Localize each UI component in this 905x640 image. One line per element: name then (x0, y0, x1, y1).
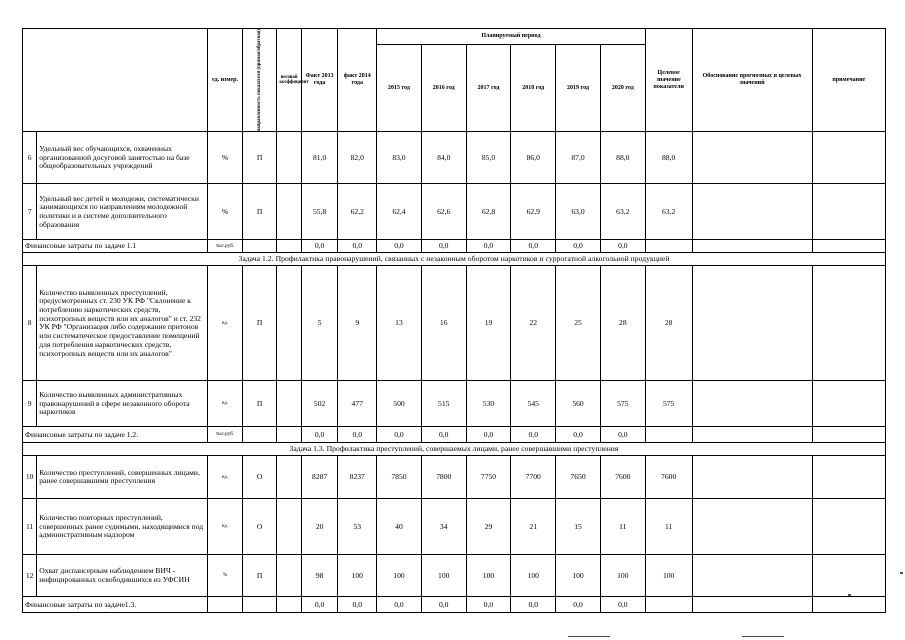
indicator-name: Удельный вес детей и молодежи, систематически занимающихся по направлениям молодежной политики и в системе дополнительного образования (37, 184, 208, 240)
note-cell (812, 499, 885, 555)
scan-speck (900, 572, 903, 574)
unit-cell: % (208, 184, 243, 240)
financial-row (23, 240, 886, 253)
year-value-cell: 0,0 (511, 597, 556, 613)
header-fact-2014: факт 2014 года (338, 29, 377, 132)
indicator-name: Удельный вес обучающихся, охваченных организованной досуговой занятостью на базе общеобразовательных учреждений (37, 132, 208, 184)
year-value-cell: 7700 (511, 456, 556, 499)
row-index: 7 (23, 184, 37, 240)
target-cell: 11 (645, 499, 692, 555)
fact-2014-cell: 0,0 (338, 427, 377, 443)
year-value-cell: 63,0 (556, 184, 601, 240)
empty-cell (645, 597, 692, 613)
weight-cell (277, 266, 301, 381)
fact-2013-cell: 502 (301, 381, 338, 427)
task-heading: Задача 1.2. Профилактика правонарушений, связанных с незаконным оборотом наркотиков и суррогатной алкогольной продукцией (23, 253, 886, 266)
direction-cell: П (242, 381, 277, 427)
table-row (23, 266, 886, 381)
unit-cell: тыс.руб. (208, 427, 243, 443)
empty-cell (692, 240, 812, 253)
fact-2013-cell: 0,0 (301, 240, 338, 253)
year-value-cell: 34 (421, 499, 466, 555)
header-unit: ед. измер. (208, 29, 243, 132)
header-note: примечание (812, 29, 885, 132)
table-row (23, 184, 886, 240)
weight-cell (277, 381, 301, 427)
header-year: 2017 год (466, 45, 511, 132)
year-value-cell: 530 (466, 381, 511, 427)
empty-cell (242, 597, 277, 613)
empty-cell (645, 427, 692, 443)
year-value-cell: 83,0 (377, 132, 422, 184)
year-value-cell: 545 (511, 381, 556, 427)
year-value-cell: 100 (600, 555, 645, 597)
weight-cell (277, 184, 301, 240)
row-index: 8 (23, 266, 37, 381)
header-blank (23, 29, 208, 132)
target-cell: 63,2 (645, 184, 692, 240)
note-cell (812, 381, 885, 427)
year-value-cell: 13 (377, 266, 422, 381)
financial-label: Финансовые затраты по задаче 1.2. (23, 427, 208, 443)
year-value-cell: 500 (377, 381, 422, 427)
financial-label: Финансовые затраты по задаче1.3. (23, 597, 208, 613)
table-row (23, 381, 886, 427)
header-year: 2019 год (556, 45, 601, 132)
year-value-cell: 21 (511, 499, 556, 555)
fact-2013-cell: 55,8 (301, 184, 338, 240)
fact-2014-cell: 53 (338, 499, 377, 555)
year-value-cell: 0,0 (511, 240, 556, 253)
empty-cell (692, 427, 812, 443)
empty-cell (812, 597, 885, 613)
direction-cell: П (242, 184, 277, 240)
target-cell: 28 (645, 266, 692, 381)
direction-cell: П (242, 132, 277, 184)
year-value-cell: 0,0 (421, 240, 466, 253)
year-value-cell: 29 (466, 499, 511, 555)
task-heading-row (23, 253, 886, 266)
empty-cell (277, 597, 301, 613)
weight-cell (277, 132, 301, 184)
year-value-cell: 85,0 (466, 132, 511, 184)
year-value-cell: 0,0 (466, 240, 511, 253)
fact-2014-cell: 82,0 (338, 132, 377, 184)
year-value-cell: 0,0 (377, 240, 422, 253)
header-year: 2020 год (600, 45, 645, 132)
header-rationale: Обоснование прогнозных и целевых значений (692, 29, 812, 132)
year-value-cell: 19 (466, 266, 511, 381)
rationale-cell (692, 456, 812, 499)
table-row (23, 132, 886, 184)
header-direction: направленность показателя (прямая/обратная) (242, 29, 277, 132)
fact-2013-cell: 98 (301, 555, 338, 597)
financial-label: Финансовые затраты по задаче 1.1 (23, 240, 208, 253)
row-index: 10 (23, 456, 37, 499)
year-value-cell: 0,0 (600, 240, 645, 253)
year-value-cell: 0,0 (466, 427, 511, 443)
indicator-name: Количество повторных преступлений, совершенных ранее судимыми, находящимися под административным надзором (37, 499, 208, 555)
weight-cell (277, 499, 301, 555)
year-value-cell: 63,2 (600, 184, 645, 240)
indicator-name: Количество выявленных административных правонарушений в сфере незаконного оборота наркотиков (37, 381, 208, 427)
scan-mark (568, 636, 610, 637)
unit-cell: ед. (208, 266, 243, 381)
year-value-cell: 15 (556, 499, 601, 555)
target-cell: 100 (645, 555, 692, 597)
rationale-cell (692, 555, 812, 597)
year-value-cell: 0,0 (600, 427, 645, 443)
year-value-cell: 86,0 (511, 132, 556, 184)
year-value-cell: 7650 (556, 456, 601, 499)
year-value-cell: 62,9 (511, 184, 556, 240)
empty-cell (277, 240, 301, 253)
year-value-cell: 100 (556, 555, 601, 597)
direction-cell: П (242, 555, 277, 597)
scan-mark (742, 636, 784, 637)
fact-2014-cell: 477 (338, 381, 377, 427)
target-cell: 88,0 (645, 132, 692, 184)
unit-cell (208, 597, 243, 613)
table-row (23, 499, 886, 555)
weight-cell (277, 456, 301, 499)
header-weight: весовой коэффициент (277, 29, 301, 132)
header-planned-period: Планируемый период (377, 29, 646, 45)
rationale-cell (692, 499, 812, 555)
year-value-cell: 7800 (421, 456, 466, 499)
fact-2013-cell: 0,0 (301, 597, 338, 613)
row-index: 9 (23, 381, 37, 427)
header-year: 2015 год (377, 45, 422, 132)
unit-cell: ед. (208, 456, 243, 499)
year-value-cell: 0,0 (511, 427, 556, 443)
header-year: 2018 год (511, 45, 556, 132)
empty-cell (645, 240, 692, 253)
fact-2014-cell: 9 (338, 266, 377, 381)
row-index: 6 (23, 132, 37, 184)
note-cell (812, 456, 885, 499)
year-value-cell: 100 (511, 555, 556, 597)
unit-cell: ед. (208, 381, 243, 427)
year-value-cell: 16 (421, 266, 466, 381)
empty-cell (692, 597, 812, 613)
header-fact-2013: Факт 2013 года (301, 29, 338, 132)
year-value-cell: 87,0 (556, 132, 601, 184)
year-value-cell: 100 (466, 555, 511, 597)
year-value-cell: 7750 (466, 456, 511, 499)
year-value-cell: 100 (421, 555, 466, 597)
year-value-cell: 40 (377, 499, 422, 555)
financial-row (23, 597, 886, 613)
direction-cell: О (242, 499, 277, 555)
unit-cell: % (208, 132, 243, 184)
empty-cell (242, 427, 277, 443)
year-value-cell: 11 (600, 499, 645, 555)
year-value-cell: 62,8 (466, 184, 511, 240)
header-year: 2016 год (421, 45, 466, 132)
year-value-cell: 0,0 (556, 597, 601, 613)
fact-2013-cell: 20 (301, 499, 338, 555)
direction-cell: О (242, 456, 277, 499)
fact-2014-cell: 0,0 (338, 240, 377, 253)
fact-2014-cell: 62,2 (338, 184, 377, 240)
indicator-name: Количество преступлений, совершенных лицами, ранее совершавшими преступления (37, 456, 208, 499)
year-value-cell: 0,0 (377, 597, 422, 613)
header-target: Целевое значение показатели (645, 29, 692, 132)
year-value-cell: 560 (556, 381, 601, 427)
task-heading-row (23, 443, 886, 456)
note-cell (812, 184, 885, 240)
year-value-cell: 100 (377, 555, 422, 597)
fact-2013-cell: 8287 (301, 456, 338, 499)
header-row-1 (23, 29, 886, 45)
year-value-cell: 0,0 (600, 597, 645, 613)
empty-cell (812, 240, 885, 253)
unit-cell: тыс.руб. (208, 240, 243, 253)
fact-2014-cell: 0,0 (338, 597, 377, 613)
task-heading: Задача 1.3. Профилактика преступлений, совершаемых лицами, ранее совершавшими преступления (23, 443, 886, 456)
fact-2013-cell: 81,0 (301, 132, 338, 184)
year-value-cell: 84,0 (421, 132, 466, 184)
year-value-cell: 0,0 (421, 427, 466, 443)
fact-2014-cell: 100 (338, 555, 377, 597)
row-index: 11 (23, 499, 37, 555)
direction-cell: П (242, 266, 277, 381)
indicators-table (22, 28, 886, 613)
rationale-cell (692, 266, 812, 381)
empty-cell (277, 427, 301, 443)
table-row (23, 555, 886, 597)
year-value-cell: 22 (511, 266, 556, 381)
year-value-cell: 62,6 (421, 184, 466, 240)
year-value-cell: 515 (421, 381, 466, 427)
indicator-name: Количество выявленных преступлений, предусмотренных ст. 230 УК РФ "Склонение к потреблению наркотических средств, психотропных веществ или их аналогов" и ст. 232 УК РФ "Организация либо содержание притонов или систематическое предоставление помещений для потребления наркотических средств, психотропных веществ или их аналогов" (37, 266, 208, 381)
year-value-cell: 7600 (600, 456, 645, 499)
year-value-cell: 0,0 (556, 240, 601, 253)
year-value-cell: 0,0 (377, 427, 422, 443)
year-value-cell: 0,0 (466, 597, 511, 613)
table-row (23, 456, 886, 499)
fact-2013-cell: 0,0 (301, 427, 338, 443)
target-cell: 7600 (645, 456, 692, 499)
note-cell (812, 555, 885, 597)
row-index: 12 (23, 555, 37, 597)
rationale-cell (692, 132, 812, 184)
fact-2014-cell: 8237 (338, 456, 377, 499)
year-value-cell: 88,0 (600, 132, 645, 184)
empty-cell (242, 240, 277, 253)
scan-speck (848, 594, 851, 596)
year-value-cell: 7850 (377, 456, 422, 499)
year-value-cell: 0,0 (556, 427, 601, 443)
year-value-cell: 0,0 (421, 597, 466, 613)
target-cell: 575 (645, 381, 692, 427)
rationale-cell (692, 184, 812, 240)
rationale-cell (692, 381, 812, 427)
year-value-cell: 28 (600, 266, 645, 381)
unit-cell: ед. (208, 499, 243, 555)
weight-cell (277, 555, 301, 597)
empty-cell (812, 427, 885, 443)
indicator-name: Охват диспансерным наблюдением ВИЧ - инфицированных освободившихся из УФСИН (37, 555, 208, 597)
year-value-cell: 25 (556, 266, 601, 381)
unit-cell: % (208, 555, 243, 597)
note-cell (812, 132, 885, 184)
note-cell (812, 266, 885, 381)
fact-2013-cell: 5 (301, 266, 338, 381)
year-value-cell: 575 (600, 381, 645, 427)
financial-row (23, 427, 886, 443)
year-value-cell: 62,4 (377, 184, 422, 240)
